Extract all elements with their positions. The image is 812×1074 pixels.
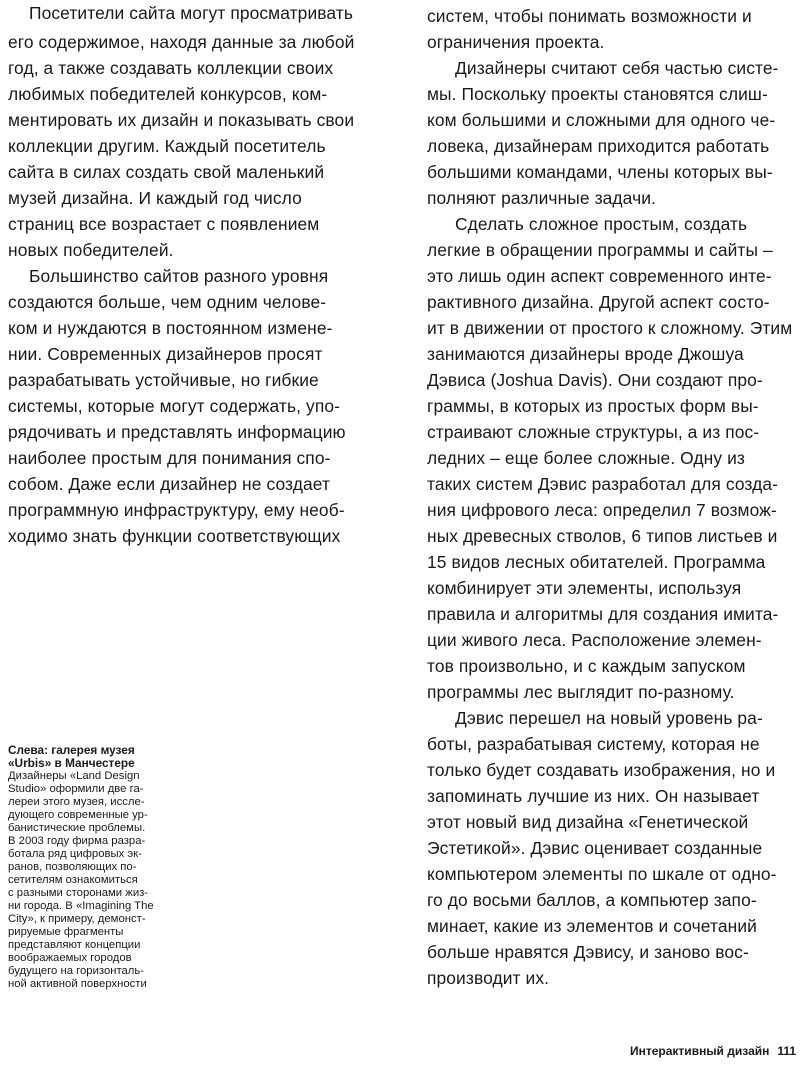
- caption-text-line: дующего современные ур-: [8, 809, 148, 821]
- body-text-line: музей дизайна. И каждый год число: [8, 188, 302, 208]
- body-text-line: Эстетикой». Дэвис оценивает созданные: [427, 838, 763, 858]
- body-text-line: ограничения проекта.: [427, 32, 605, 52]
- body-text-line: минает, какие из элементов и сочетаний: [427, 916, 757, 936]
- body-text-line: Сделать сложное простым, создать: [455, 214, 748, 234]
- caption-text-line: с разными сторонами жиз-: [8, 887, 149, 899]
- body-text-line: это лишь один аспект современного инте-: [427, 266, 772, 286]
- body-text-line: ловека, дизайнерам приходится работать: [427, 136, 770, 156]
- body-text-line: граммы, в которых из простых форм вы-: [427, 396, 759, 416]
- caption-text-line: банистические проблемы.: [8, 822, 146, 834]
- body-text-line: больше нравятся Дэвису, и заново вос-: [427, 942, 749, 962]
- body-text-line: сайта в силах создать свой маленький: [8, 162, 325, 182]
- body-text-line: нии. Современных дизайнеров просят: [8, 344, 323, 364]
- body-text-line: ледних – еще более сложные. Одну из: [427, 448, 745, 468]
- body-text-line: ком и нуждаются в постоянном измене-: [8, 318, 333, 338]
- body-text-line: 15 видов лесных обитателей. Программа: [427, 552, 766, 572]
- body-text-line: этот новый вид дизайна «Генетической: [427, 812, 749, 832]
- caption-text-line: ранов, позволяющих по-: [8, 861, 137, 873]
- body-text-line: Дизайнеры считают себя частью систе-: [455, 58, 779, 78]
- body-text-line: Дэвис перешел на новый уровень ра-: [455, 708, 763, 728]
- caption-text-line: будущего на горизонталь-: [8, 965, 145, 977]
- body-text-line: ит в движении от простого к сложному. Этим: [427, 318, 793, 338]
- body-text-line: таких систем Дэвис разработал для созда-: [427, 474, 779, 494]
- body-text-line: легкие в обращении программы и сайты –: [427, 240, 773, 260]
- page-number: 111: [777, 1044, 797, 1058]
- body-text-line: производит их.: [427, 968, 550, 988]
- body-text-line: программную инфраструктуру, ему необ-: [8, 500, 345, 520]
- body-text-line: ции живого леса. Расположение элемен-: [427, 630, 762, 650]
- caption-text-line: сетителям ознакомиться: [8, 874, 138, 886]
- body-text-line: программы лес выглядит по-разному.: [427, 682, 735, 702]
- body-text-line: компьютером элементы по шкале от одно-: [427, 864, 777, 884]
- caption-title-line: Слева: галерея музея: [8, 743, 135, 757]
- body-text-line: рактивного дизайна. Другой аспект состо-: [427, 292, 770, 312]
- caption-text-line: рируемые фрагменты: [8, 926, 124, 938]
- body-text-line: полняют различные задачи.: [427, 188, 656, 208]
- body-text-line: коллекции другим. Каждый посетитель: [8, 136, 326, 156]
- body-text-line: новых победителей.: [8, 240, 174, 260]
- body-text-line: ком большими и сложными для одного че-: [427, 110, 776, 130]
- body-text-line: тов произвольно, и с каждым запуском: [427, 656, 746, 676]
- caption-title-line: «Urbis» в Манчестере: [8, 756, 135, 770]
- caption-text-line: представляют концепции: [8, 939, 141, 951]
- caption-text-line: воображаемых городов: [8, 952, 132, 964]
- body-text-line: запоминать лучшие из них. Он называет: [427, 786, 760, 806]
- caption-text-line: ботала ряд цифровых эк-: [8, 848, 142, 860]
- caption-text-line: ни города. В «Imagining The: [8, 900, 154, 912]
- body-text-line: правила и алгоритмы для создания имита-: [427, 604, 779, 624]
- caption-text-line: Дизайнеры «Land Design: [8, 770, 140, 782]
- body-text-line: Большинство сайтов разного уровня: [29, 266, 329, 286]
- body-text-line: рядочивать и представлять информацию: [8, 422, 346, 442]
- body-text-line: боты, разрабатывая систему, которая не: [427, 734, 760, 754]
- body-text-line: занимаются дизайнеры вроде Джошуа: [427, 344, 744, 364]
- body-text-line: его содержимое, находя данные за любой: [8, 32, 355, 52]
- page-footer: [630, 1044, 796, 1058]
- caption-text-line: В 2003 году фирма разра-: [8, 835, 146, 847]
- caption-text-line: ной активной поверхности: [8, 978, 147, 990]
- body-text-line: разрабатывать устойчивые, но гибкие: [8, 370, 319, 390]
- caption-text-line: City», к примеру, демонст-: [8, 913, 146, 925]
- body-text-line: комбинирует эти элементы, используя: [427, 578, 742, 598]
- body-text-line: только будет создавать изображения, но и: [427, 760, 776, 780]
- body-text-line: ния цифрового леса: определил 7 возмож-: [427, 500, 777, 520]
- body-text-line: страниц все возрастает с появлением: [8, 214, 320, 234]
- body-text-line: системы, которые могут содержать, упо-: [8, 396, 340, 416]
- body-text-line: ных древесных стволов, 6 типов листьев и: [427, 526, 778, 546]
- body-text-line: ходимо знать функции соответствующих: [8, 526, 341, 546]
- body-text-line: наиболее простым для понимания спо-: [8, 448, 331, 468]
- body-text-line: ментировать их дизайн и показывать свои: [8, 110, 355, 130]
- body-text-line: систем, чтобы понимать возможности и: [427, 6, 752, 26]
- body-text-line: создаются больше, чем одним челове-: [8, 292, 327, 312]
- body-text-line: мы. Поскольку проекты становятся слиш-: [427, 84, 768, 104]
- body-text-line: Дэвиса (Joshua Davis). Они создают про-: [427, 370, 763, 390]
- body-text-line: страивают сложные структуры, а из пос-: [427, 422, 760, 442]
- running-head: Интерактивный дизайн: [630, 1044, 770, 1058]
- caption-text-line: Studio» оформили две га-: [8, 783, 144, 795]
- caption-text-line: лереи этого музея, иссле-: [8, 796, 145, 808]
- body-text-line: го до восьми баллов, а компьютер запо-: [427, 890, 757, 910]
- body-text-line: большими командами, члены которых вы-: [427, 162, 773, 182]
- body-text-line: Посетители сайта могут просматривать: [29, 3, 354, 23]
- body-text-line: собом. Даже если дизайнер не создает: [8, 474, 331, 494]
- body-text-line: любимых победителей конкурсов, ком-: [8, 84, 328, 104]
- body-text-line: год, а также создавать коллекции своих: [8, 58, 334, 78]
